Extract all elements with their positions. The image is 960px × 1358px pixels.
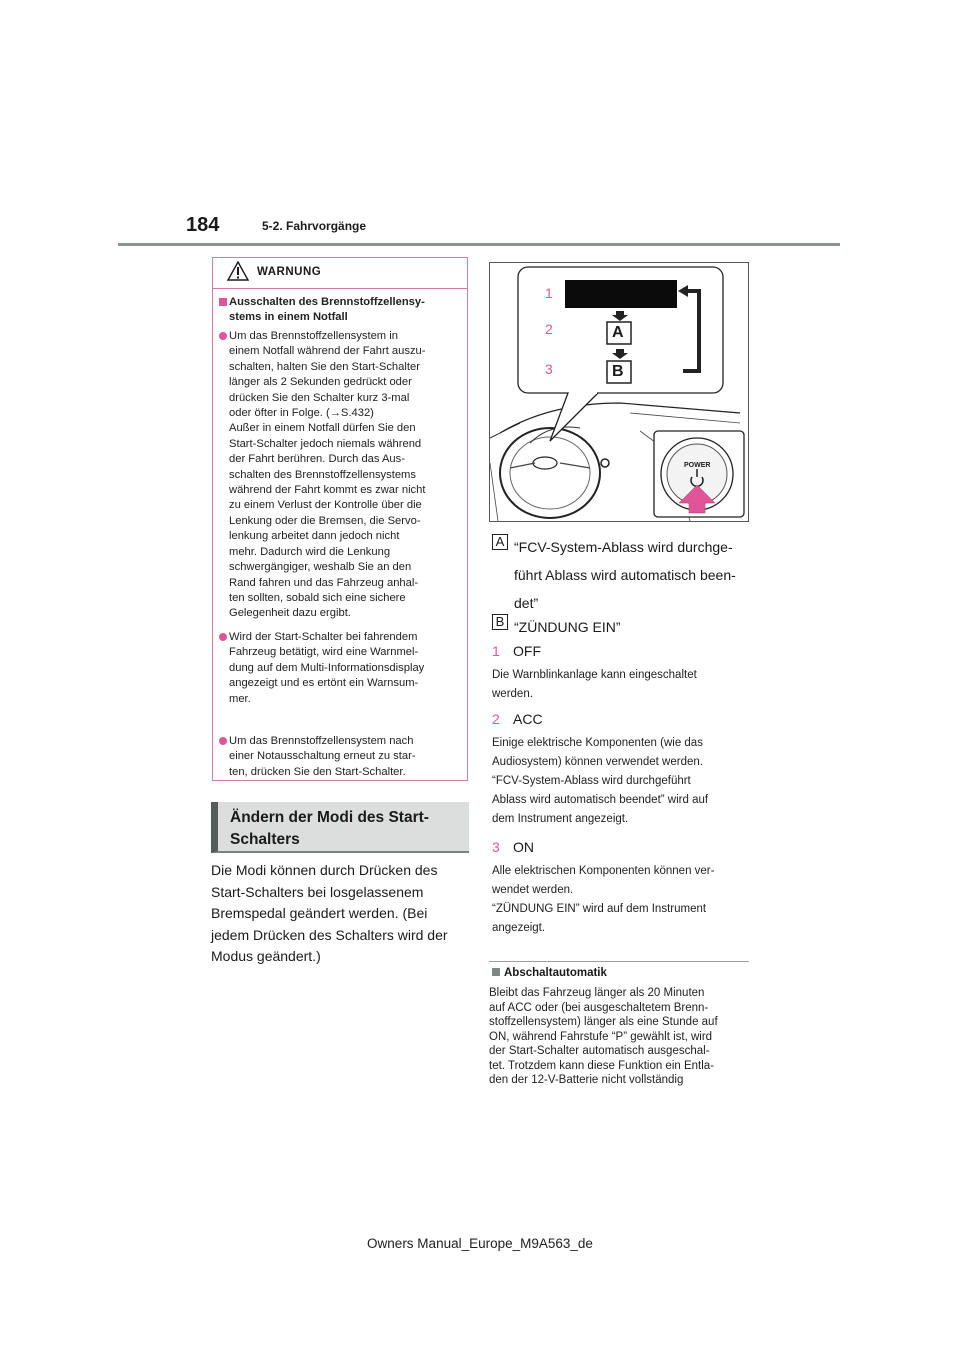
- mode-description: Alle elektrischen Komponenten können ver- wendet werden. “ZÜNDUNG EIN” wird auf dem Instrument angezeigt.: [492, 865, 715, 934]
- warning-header: [213, 258, 467, 289]
- dashboard-diagram: [490, 263, 748, 521]
- warning-item-text: Um das Brennstoffzellensystem nach einer Notausschaltung erneut zu star- ten, drücken Sie den Start-Schalter.: [229, 735, 416, 778]
- intro-paragraph: Die Modi können durch Drücken des Start-Schalters bei losgelassenem Bremspedal geändert werden. (Bei jedem Drücken des Schalters wird der Modus geändert.): [211, 862, 448, 964]
- auto-off-body: Bleibt das Fahrzeug länger als 20 Minuten auf ACC oder (bei ausgeschaltetem Brenn- stoffzellensystem) länger als eine Stunde auf ON, während Fahrstufe “P” gewählt ist, wird der Start-Schalter automatisch ausgeschal- tet. Trotzdem kann diese Funktion ein Entla- den der 12-V-Batterie nicht vollständig: [489, 987, 718, 1086]
- step-number: 2: [545, 321, 553, 337]
- header-rule: [118, 243, 840, 246]
- step-number: 3: [545, 361, 553, 377]
- auto-off-title: Abschaltautomatik: [504, 967, 607, 979]
- warning-box: [212, 257, 468, 781]
- section-heading-text: Ändern der Modi des Start- Schalters: [230, 809, 429, 848]
- illustration-letter: B: [612, 363, 624, 380]
- mode-description: Die Warnblinkanlage kann eingeschaltet werden.: [492, 669, 697, 700]
- start-switch-illustration: [489, 262, 749, 522]
- page-footer: Owners Manual_Europe_M9A563_de: [367, 1236, 593, 1251]
- section-title: 5-2. Fahrvorgänge: [262, 219, 367, 233]
- section-heading: [211, 802, 469, 853]
- mode-label: OFF: [513, 643, 541, 659]
- mode-label: ACC: [513, 711, 543, 727]
- mode-number: 3: [492, 839, 500, 855]
- caption-label: B: [492, 614, 508, 630]
- power-button-label: POWER: [684, 462, 711, 469]
- page-number: 184: [186, 214, 220, 236]
- mode-description: Einige elektrische Komponenten (wie das Audiosystem) können verwendet werden. “FCV-System-Ablass wird durchgeführt Ablass wird automatisch beendet” wird auf dem Instrument angezeigt.: [492, 737, 709, 825]
- dot-bullet-icon: [219, 734, 227, 750]
- caption-text: “ZÜNDUNG EIN”: [514, 619, 621, 635]
- square-bullet-icon: [492, 968, 500, 976]
- illustration-letter: A: [612, 324, 624, 341]
- mode-number: 2: [492, 711, 500, 727]
- warning-subheading-text: Ausschalten des Brennstoffzellensy- stems in einem Notfall: [229, 296, 425, 324]
- caption-text: “FCV-System-Ablass wird durchge- führt Ablass wird automatisch been- det”: [514, 539, 736, 611]
- warning-item-text: Um das Brennstoffzellensystem in einem Notfall während der Fahrt auszu- schalten, halten Sie den Start-Schalter länger als 2 Sekunden gedrückt oder drücken Sie den Schalter kurz 3-mal oder öfter in Folge. (→S.432) Außer in einem Notfall dürfen Sie den Start-Schalter jedoch niemals während der Fahrt berühren. Durch das Aus- schalten des Brennstoffzellensystems während der Fahrt kommt es zwar nicht zu einem Verlust der Kontrolle über die Lenkung oder die Bremsen, die Servo- lenkung arbeitet dann jedoch nicht mehr. Dadurch wird die Lenkung schwergängiger, weshalb Sie an den Rand fahren und das Fahrzeug anhal- ten sollten, sobald sich eine sichere Gelegenheit dazu ergibt.: [229, 330, 426, 620]
- warning-title: WARNUNG: [257, 266, 322, 278]
- warning-item-text: Wird der Start-Schalter bei fahrendem Fahrzeug betätigt, wird eine Warnmel- dung auf dem Multi-Informationsdisplay angezeigt und es ertönt ein Warnsum- mer.: [229, 631, 425, 705]
- mode-label: ON: [513, 839, 534, 855]
- dot-bullet-icon: [219, 630, 227, 646]
- dot-bullet-icon: [219, 329, 227, 345]
- step-number: 1: [545, 285, 553, 301]
- separator: [489, 961, 749, 962]
- caption-label: A: [492, 534, 508, 550]
- auto-off-heading: [492, 967, 607, 979]
- warning-triangle-icon: [227, 261, 249, 281]
- square-bullet-icon: [219, 295, 227, 311]
- mode-number: 1: [492, 643, 500, 659]
